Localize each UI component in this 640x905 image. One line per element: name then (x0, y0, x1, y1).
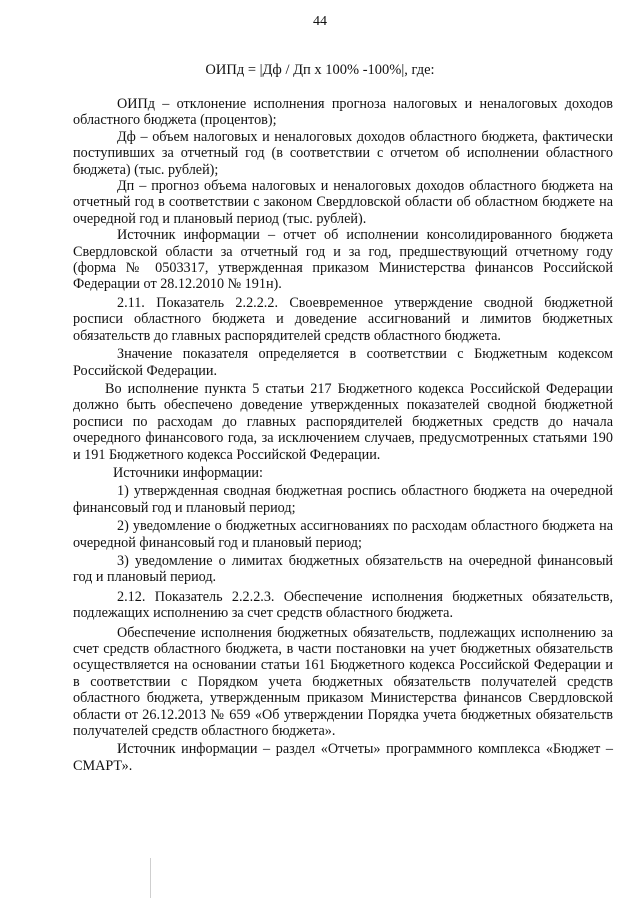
obligations-paragraph: Обеспечение исполнения бюджетных обязательств, подлежащих исполнению за счет средств областного бюджета, в части постановки на учет бюджетных обязательств осуществляется на основании статьи 161 Бюджетного кодекса Российской Федерации и в соответствии с Порядком учета бюджетных обязательств получателей средств областного бюджета, утвержденным приказом Министерства финансов Свердловской области от 26.12.2013 № 659 «Об утверждении Порядка учета бюджетных обязательств получателей средств областного бюджета». (73, 624, 613, 740)
source-item-3: 3) уведомление о лимитах бюджетных обязательств на очередной финансовый год и плановый период. (73, 552, 613, 586)
budget-code-paragraph: Во исполнение пункта 5 статьи 217 Бюджетного кодекса Российской Федерации должно быть обеспечено доведение утвержденных показателей сводной бюджетной росписи по расходам до главных распорядителей бюджетных средств до начала очередного финансового года, за исключением случаев, предусмотренных статьями 190 и 191 Бюджетного кодекса Российской Федерации. (73, 380, 613, 463)
source-smart-paragraph: Источник информации – раздел «Отчеты» программного комплекса «Бюджет – СМАРТ». (73, 741, 613, 774)
page-number: 44 (313, 14, 327, 29)
formula-line: ОИПд = |Дф / Дп х 100% -100%|, где: (205, 62, 435, 78)
source-item-1: 1) утвержденная сводная бюджетная роспись областного бюджета на очередной финансовый год и плановый период; (73, 483, 613, 516)
section-2-11-heading: 2.11. Показатель 2.2.2.2. Своевременное утверждение сводной бюджетной росписи областного бюджета и доведение ассигнований и лимитов бюджетных обязательств до главных распорядителей средств областного бюджета. (73, 294, 613, 344)
source-info-paragraph: Источник информации – отчет об исполнении консолидированного бюджета Свердловской области за отчетный год и за год, предшествующий отчетному году (форма № 0503317, утвержденная приказом Министерства финансов Российской Федерации от 28.12.2010 № 191н). (73, 227, 613, 293)
document-body (73, 96, 613, 774)
section-2-12-heading: 2.12. Показатель 2.2.2.3. Обеспечение исполнения бюджетных обязательств, подлежащих исполнению за счет средств областного бюджета. (73, 588, 613, 622)
definition-dp: Дп – прогноз объема налоговых и неналоговых доходов областного бюджета на отчетный год в соответствии с законом Свердловской области об областном бюджете на очередной год и плановый период (тыс. рублей). (73, 178, 613, 227)
definition-oipd: ОИПд – отклонение исполнения прогноза налоговых и неналоговых доходов областного бюджета (процентов); (73, 96, 613, 129)
source-item-2: 2) уведомление о бюджетных ассигнованиях по расходам областного бюджета на очередной финансовый год и плановый период; (73, 518, 613, 551)
indicator-value-paragraph: Значение показателя определяется в соответствии с Бюджетным кодексом Российской Федерации. (73, 346, 613, 379)
sources-heading: Источники информации: (113, 464, 263, 481)
definition-df: Дф – объем налоговых и неналоговых доходов областного бюджета, фактически поступивших за отчетный год (в соответствии с отчетом об исполнении областного бюджета) (тыс. рублей); (73, 128, 613, 178)
scan-artifact (150, 858, 151, 898)
